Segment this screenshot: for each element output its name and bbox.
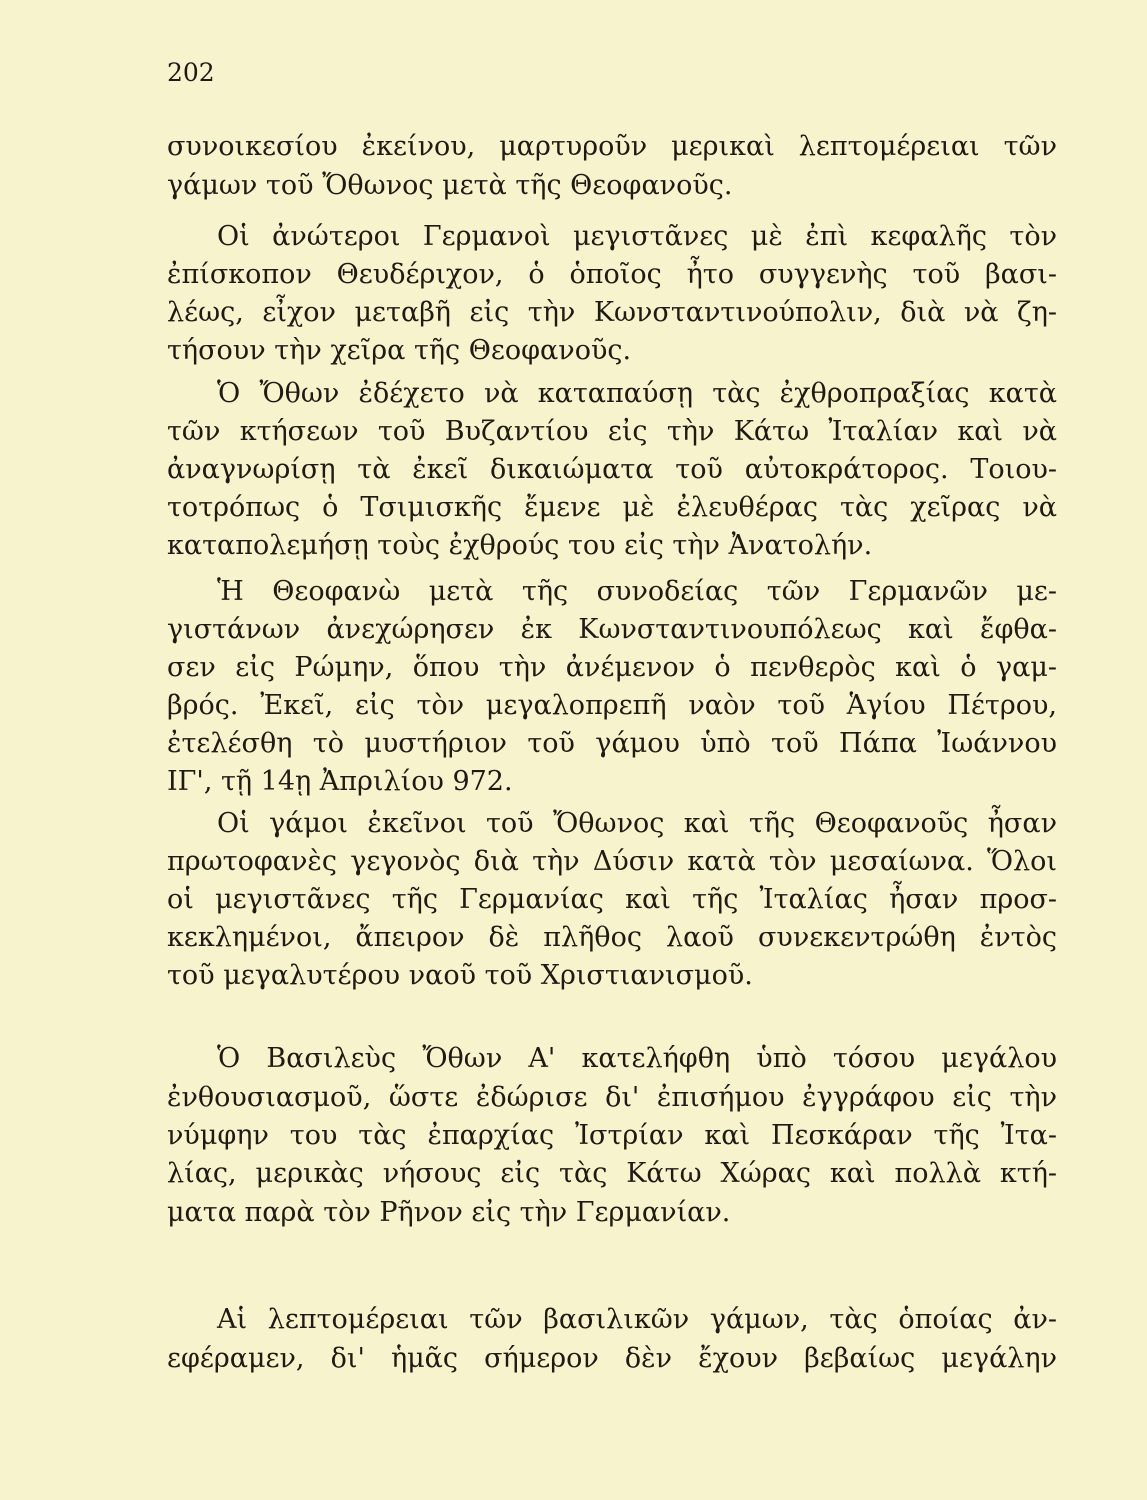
text-line: τῶν κτήσεων τοῦ Βυζαντίου εἰς τὴν Κάτω Ἰταλίαν καὶ νὰ xyxy=(167,416,1057,447)
text-line: Ὁ Ὄθων ἐδέχετο νὰ καταπαύσῃ τὰς ἐχθροπραξίας κατὰ xyxy=(217,378,1057,409)
text-line: οἱ μεγιστᾶνες τῆς Γερμανίας καὶ τῆς Ἰταλίας ἦσαν προσ- xyxy=(167,884,1057,915)
text-line: ματα παρὰ τὸν Ρῆνον εἰς τὴν Γερμανίαν. xyxy=(167,1197,731,1228)
text-line: τήσουν τὴν χεῖρα τῆς Θεοφανοῦς. xyxy=(167,335,632,366)
text-line: καταπολεμήσῃ τοὺς ἐχθρούς του εἰς τὴν Ἀνατολήν. xyxy=(167,530,873,561)
text-line: εφέραμεν, δι' ἡμᾶς σήμερον δὲν ἔχουν βεβαίως μεγάλην xyxy=(167,1343,1057,1374)
text-line: βρός. Ἐκεῖ, εἰς τὸν μεγαλοπρεπῆ ναὸν τοῦ Ἁγίου Πέτρου, xyxy=(167,690,1057,721)
page-number: 202 xyxy=(167,58,215,87)
text-line: ἐπίσκοπον Θευδέριχον, ὁ ὁποῖος ἦτο συγγενὴς τοῦ βασι- xyxy=(167,259,1057,290)
text-line: Αἱ λεπτομέρειαι τῶν βασιλικῶν γάμων, τὰς ὁποίας ἀν- xyxy=(217,1304,1057,1335)
text-line: γάμων τοῦ Ὄθωνος μετὰ τῆς Θεοφανοῦς. xyxy=(167,170,733,201)
text-line: τοῦ μεγαλυτέρου ναοῦ τοῦ Χριστιανισμοῦ. xyxy=(167,960,753,991)
text-line: τοτρόπως ὁ Τσιμισκῆς ἔμενε μὲ ἐλευθέρας τὰς χεῖρας νὰ xyxy=(167,492,1057,523)
text-line: πρωτοφανὲς γεγονὸς διὰ τὴν Δύσιν κατὰ τὸν μεσαίωνα. Ὅλοι xyxy=(167,846,1057,877)
text-line: Ἡ Θεοφανὼ μετὰ τῆς συνοδείας τῶν Γερμανῶν με- xyxy=(217,576,1057,607)
text-line: Οἱ γάμοι ἐκεῖνοι τοῦ Ὄθωνος καὶ τῆς Θεοφανοῦς ἦσαν xyxy=(217,808,1057,839)
text-line: λέως, εἶχον μεταβῆ εἰς τὴν Κωνσταντινούπολιν, διὰ νὰ ζη- xyxy=(167,297,1057,328)
text-line: κεκλημένοι, ἄπειρον δὲ πλῆθος λαοῦ συνεκεντρώθη ἐντὸς xyxy=(167,922,1057,953)
text-line: νύμφην του τὰς ἐπαρχίας Ἰστρίαν καὶ Πεσκάραν τῆς Ἰτα- xyxy=(167,1120,1057,1151)
text-line: ἀναγνωρίσῃ τὰ ἐκεῖ δικαιώματα τοῦ αὐτοκράτορος. Τοιου- xyxy=(167,454,1057,485)
text-line: σεν εἰς Ρώμην, ὅπου τὴν ἀνέμενον ὁ πενθερὸς καὶ ὁ γαμ- xyxy=(167,652,1057,683)
text-line: ἐτελέσθη τὸ μυστήριον τοῦ γάμου ὑπὸ τοῦ Πάπα Ἰωάννου xyxy=(167,728,1057,759)
text-line: λίας, μερικὰς νήσους εἰς τὰς Κάτω Χώρας καὶ πολλὰ κτή- xyxy=(167,1158,1057,1189)
text-line: ἐνθουσιασμοῦ, ὥστε ἐδώρισε δι' ἐπισήμου ἐγγράφου εἰς τὴν xyxy=(167,1082,1057,1113)
text-line: ΙΓ', τῇ 14ῃ Ἀπριλίου 972. xyxy=(167,766,513,797)
text-line: γιστάνων ἀνεχώρησεν ἐκ Κωνσταντινουπόλεως καὶ ἔφθα- xyxy=(167,614,1057,645)
text-line: Ὁ Βασιλεὺς Ὄθων Α' κατελήφθη ὑπὸ τόσου μεγάλου xyxy=(217,1043,1057,1074)
text-line: Οἱ ἀνώτεροι Γερμανοὶ μεγιστᾶνες μὲ ἐπὶ κεφαλῆς τὸν xyxy=(217,221,1057,252)
text-line: συνοικεσίου ἐκείνου, μαρτυροῦν μερικαὶ λεπτομέρειαι τῶν xyxy=(167,131,1057,162)
